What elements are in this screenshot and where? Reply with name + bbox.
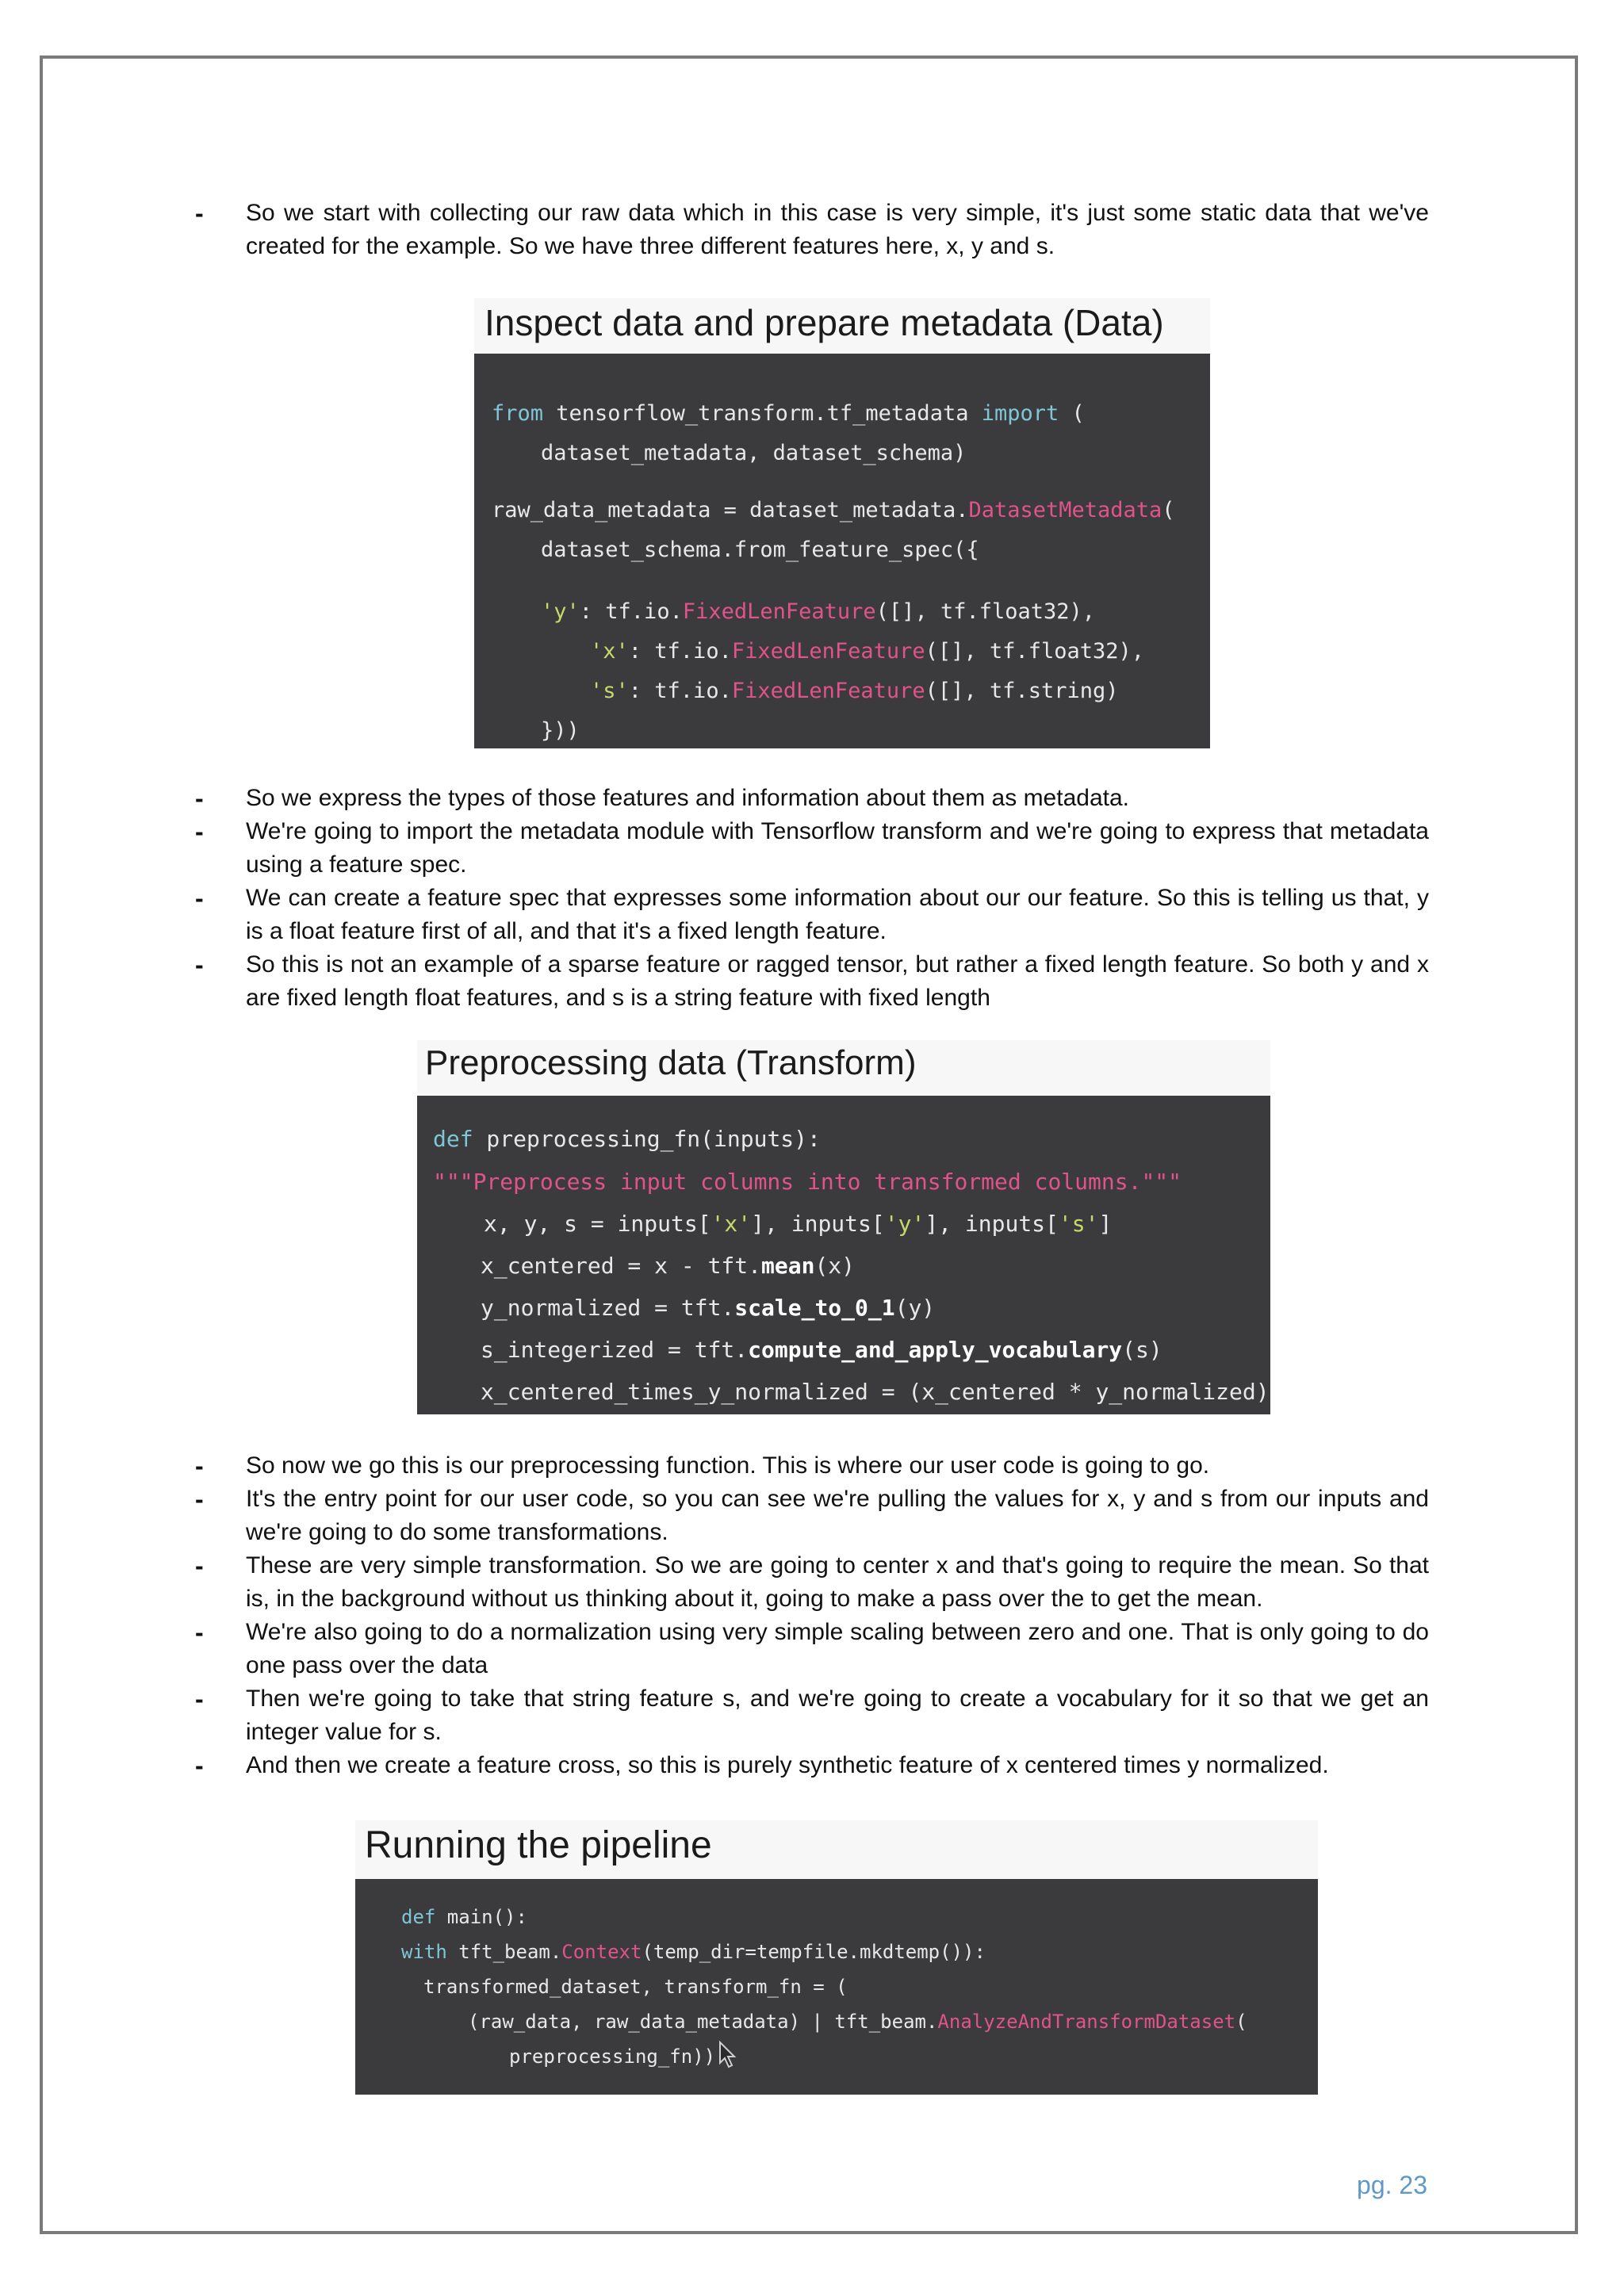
code-line: def main(): [401,1906,527,1928]
list-item: - So we start with collecting our raw data which in this case is very simple, it's just some static data that we've created for the example. So we have three different features here, x, y and s. [195,199,1429,259]
code-line: dataset_metadata, dataset_schema) [541,441,967,465]
slide-title: Inspect data and prepare metadata (Data) [485,302,1164,343]
list-item: - It's the entry point for our user code, so you can see we're pulling the values for x, y and s from our inputs and we're going to do some transformations. [195,1485,1429,1545]
list-item: - These are very simple transformation. So we are going to center x and that's going to require the mean. So that is, in the background without us thinking about it, going to make a pass over the to get the mean. [195,1552,1429,1612]
code-line: s_integerized = tft.compute_and_apply_vocabulary(s) [481,1337,1162,1363]
page-number: pg. 23 [1357,2171,1427,2199]
code-line: raw_data_metadata = dataset_metadata.DatasetMetadata( [492,498,1175,522]
mouse-cursor-icon [718,2041,737,2069]
list-item: - So this is not an example of a sparse feature or ragged tensor, but rather a fixed length feature. So both y and x are fixed length float features, and s is a string feature with fixed length [195,951,1429,1011]
code-line: y_normalized = tft.scale_to_0_1(y) [481,1295,936,1321]
code-line: from tensorflow_transform.tf_metadata import ( [492,401,1085,426]
list-item: - So we express the types of those features and information about them as metadata. [195,784,1129,813]
bullet-list-2 [195,782,1429,1015]
code-line: """Preprocess input columns into transformed columns.""" [433,1169,1182,1195]
code-block [355,1879,1318,2095]
slide-title: Preprocessing data (Transform) [425,1043,917,1082]
code-block [474,354,1210,748]
code-line: 'y': tf.io.FixedLenFeature([], tf.float32), [541,599,1096,624]
list-item: - We can create a feature spec that expresses some information about our our feature. So this is telling us that, y is a float feature first of all, and that it's a fixed length feature. [195,884,1429,944]
list-item: - So now we go this is our preprocessing function. This is where our user code is going to go. [195,1452,1210,1480]
code-line: x_centered = x - tft.mean(x) [481,1253,856,1279]
code-line: with tft_beam.Context(temp_dir=tempfile.mkdtemp()): [401,1941,986,1963]
list-item: - We're also going to do a normalization using very simple scaling between zero and one. That is only going to do one pass over the data [195,1618,1429,1678]
code-line: 's': tf.io.FixedLenFeature([], tf.string) [590,679,1119,703]
code-line: x, y, s = inputs['x'], inputs['y'], inputs['s'] [484,1211,1113,1237]
list-item: - We're going to import the metadata module with Tensorflow transform and we're going to express that metadata using a feature spec. [195,817,1429,878]
list-item: - And then we create a feature cross, so this is purely synthetic feature of x centered times y normalized. [195,1751,1329,1780]
code-line: dataset_schema.from_feature_spec({ [541,538,979,562]
code-line: })) [541,718,580,743]
code-block [417,1096,1270,1414]
bullet-list-1 [195,197,1429,263]
slide-title: Running the pipeline [365,1824,712,1866]
code-line: def preprocessing_fn(inputs): [433,1126,821,1152]
code-line: (raw_data, raw_data_metadata) | tft_beam.AnalyzeAndTransformDataset( [468,2011,1247,2033]
bullet-list-3 [195,1449,1429,1782]
list-item: - Then we're going to take that string feature s, and we're going to create a vocabulary for it so that we get an integer value for s. [195,1685,1429,1745]
code-line: transformed_dataset, transform_fn = ( [423,1976,848,1998]
code-line: preprocessing_fn)) [509,2045,716,2068]
code-line: x_centered_times_y_normalized = (x_centered * y_normalized) [481,1379,1270,1405]
code-line: 'x': tf.io.FixedLenFeature([], tf.float32), [590,639,1145,664]
